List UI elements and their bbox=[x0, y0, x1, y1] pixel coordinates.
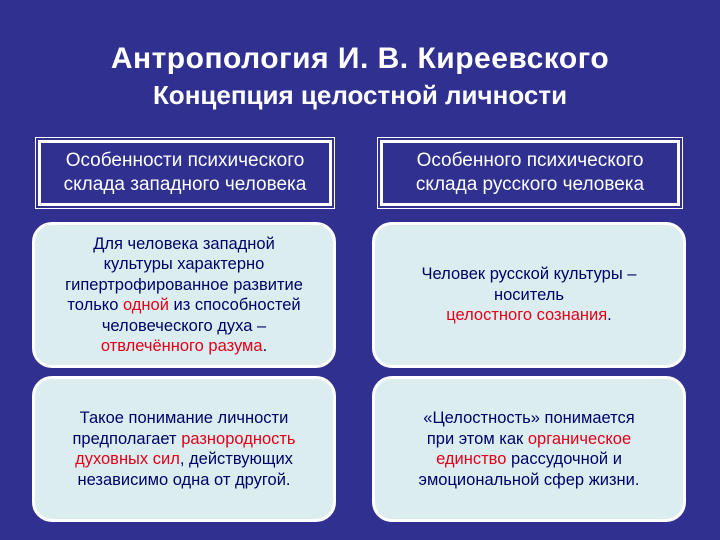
highlight-text: разнородность bbox=[181, 429, 296, 448]
card-text: , действующих bbox=[179, 450, 293, 468]
slide-title: Антропология И. В. Киреевского bbox=[110, 42, 610, 75]
header-box-western bbox=[38, 140, 332, 206]
card-text: носитель bbox=[494, 285, 564, 304]
highlight-text: целостного сознания bbox=[446, 306, 608, 325]
card-text: . bbox=[262, 337, 268, 355]
card-russian-trait bbox=[372, 222, 686, 368]
highlight-text: органическое bbox=[527, 429, 632, 448]
slide-subtitle: Концепция целостной личности bbox=[152, 80, 568, 110]
highlight-text: духовных сил bbox=[75, 450, 180, 468]
header-russian-line2: склада русского человека bbox=[415, 174, 645, 195]
card-western-consequence bbox=[32, 376, 336, 522]
card-text: эмоциональной сфер жизни. bbox=[418, 470, 640, 489]
card-text: независимо одна от другой. bbox=[77, 470, 291, 489]
card-text: рассудочной и bbox=[506, 450, 622, 468]
card-text: . bbox=[607, 306, 612, 325]
header-russian-line1: Особенного психического bbox=[416, 150, 644, 171]
card-text: культуры характерно bbox=[103, 255, 265, 273]
highlight-text: отвлечённого разума bbox=[100, 337, 263, 355]
card-text: предполагает bbox=[72, 429, 182, 448]
card-text: Такое понимание личности bbox=[79, 409, 289, 427]
card-text: Для человека западной bbox=[93, 234, 275, 253]
card-text: Человек русской культуры – bbox=[421, 265, 637, 284]
card-text: только bbox=[67, 296, 123, 314]
card-text: человеческого духа – bbox=[101, 316, 267, 335]
header-western-line1: Особенности психического bbox=[65, 150, 305, 171]
card-text: гипертрофированное развитие bbox=[65, 275, 303, 294]
card-western-trait bbox=[32, 222, 336, 368]
header-box-russian bbox=[380, 140, 680, 206]
header-western-line2: склада западного человека bbox=[63, 174, 307, 195]
card-text: из способностей bbox=[168, 296, 301, 314]
card-russian-consequence bbox=[372, 376, 686, 522]
card-text: «Целостность» понимается bbox=[423, 409, 635, 427]
highlight-text: единство bbox=[436, 450, 507, 468]
card-text: при этом как bbox=[426, 429, 528, 448]
highlight-text: одной bbox=[122, 296, 169, 314]
